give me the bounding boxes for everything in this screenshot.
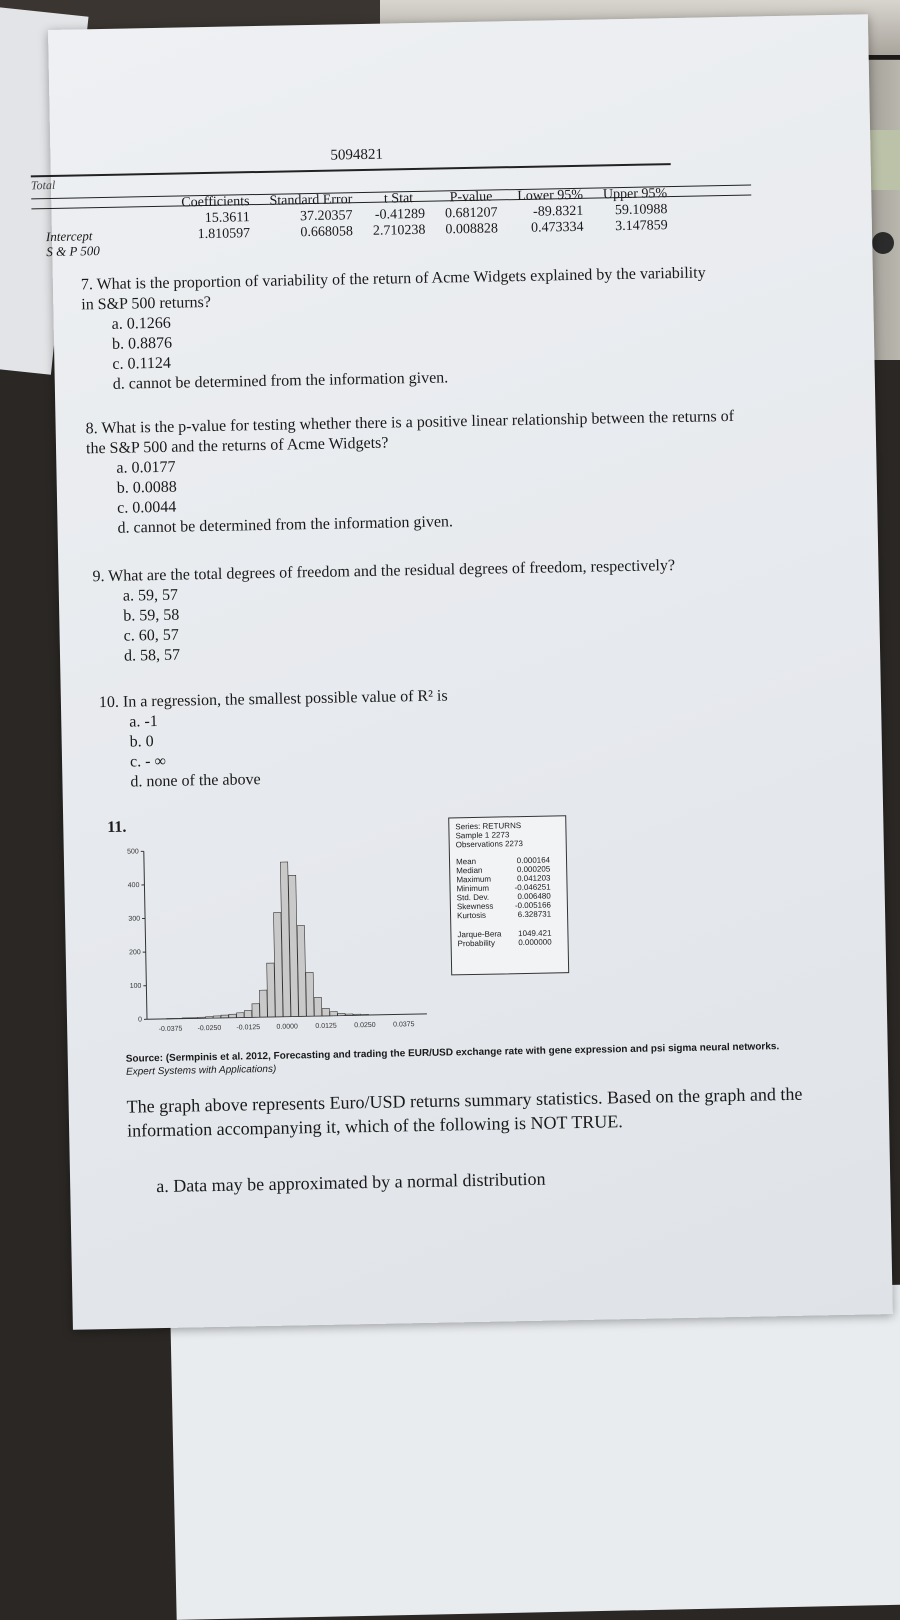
histogram-bar	[361, 1014, 368, 1015]
histogram-bar	[297, 926, 306, 1017]
histogram-bar	[221, 1015, 228, 1018]
table-cell: -89.8321	[507, 204, 593, 222]
histogram-bar	[314, 997, 322, 1016]
question-10	[99, 682, 701, 794]
x-tick-label: -0.0250	[197, 1025, 221, 1032]
answer-option: b. 59, 58	[123, 594, 793, 627]
row-label-sp500: S & P 500	[46, 243, 100, 259]
table-cell: -0.41289	[362, 207, 435, 224]
table-cell: 3.147859	[593, 218, 677, 236]
answer-option: a. 0.0177	[116, 447, 746, 479]
histogram-bar	[322, 1008, 330, 1016]
stats-series: Series: RETURNS	[455, 820, 559, 831]
histogram-bar	[198, 1017, 205, 1018]
histogram-bar	[190, 1018, 197, 1019]
table-cell: 59.10988	[593, 202, 677, 220]
column-header: P-value	[435, 189, 508, 206]
x-tick-label: -0.0125	[236, 1024, 260, 1031]
underlying-sheet	[170, 1285, 900, 1620]
question-title: 8. What is the p-value for testing whether there is a positive linear relationship between the returns of the S&P 500 and the returns of Acme Widgets?	[85, 407, 746, 460]
column-header: t Stat	[362, 191, 435, 208]
stats-table	[456, 856, 552, 949]
answer-option: a. 59, 57	[123, 574, 793, 607]
histogram-bar	[206, 1017, 213, 1018]
stats-value: 0.000000	[516, 937, 552, 947]
stats-value: 0.006480	[515, 892, 551, 902]
y-tick-label: 200	[129, 949, 141, 956]
x-tick-label: 0.0000	[276, 1023, 298, 1030]
question-title: 7. What is the proportion of variability of the return of Acme Widgets explained by the variability in S&P 500 returns?	[81, 263, 722, 315]
stats-value: -0.046251	[514, 883, 550, 893]
table-cell: 2.710238	[363, 223, 436, 240]
answer-option: d. 58, 57	[124, 634, 794, 667]
histogram-bar	[182, 1018, 189, 1019]
histogram-bar	[259, 990, 267, 1017]
column-header: Coefficients	[171, 194, 259, 212]
histogram-bar	[229, 1014, 236, 1018]
answer-option: b. 0	[130, 722, 700, 753]
answer-option: a. Data may be approximated by a normal distribution	[156, 1169, 546, 1197]
stats-label: Kurtosis	[457, 910, 515, 920]
question-title: 9. What are the total degrees of freedom and the residual degrees of freedom, respectively?	[92, 554, 792, 587]
table-top-rule	[31, 163, 671, 177]
histogram-bar	[213, 1016, 220, 1018]
histogram-bar	[345, 1014, 352, 1015]
table-cell: 15.3611	[172, 210, 260, 228]
table-cell: 0.008828	[435, 221, 508, 238]
stats-value: 6.328731	[515, 910, 551, 920]
y-tick-label: 300	[128, 916, 140, 923]
x-tick-label: 0.0125	[315, 1023, 337, 1030]
answer-option: b. 0.0088	[117, 467, 747, 499]
stats-row	[458, 937, 552, 948]
question-title: 10. In a regression, the smallest possible value of R² is	[99, 682, 699, 714]
stats-value: -0.005166	[515, 901, 551, 911]
question-8	[85, 407, 747, 540]
regression-table	[171, 186, 678, 244]
histogram-chart	[104, 838, 428, 1044]
stats-label: Jarque-Bera	[457, 929, 515, 939]
header-number: 5094821	[330, 147, 383, 165]
answer-option: a. 0.1266	[111, 303, 721, 335]
y-tick-label: 500	[127, 848, 139, 855]
x-tick-label: -0.0375	[159, 1026, 183, 1033]
answer-option: a. -1	[129, 702, 699, 733]
column-header: Lower 95%	[507, 188, 593, 206]
histogram-bar	[267, 963, 275, 1017]
stats-value: 0.000205	[514, 865, 550, 875]
histogram-bar	[330, 1012, 337, 1016]
source-line: Source: (Sermpinis et al. 2012, Forecasting and trading the EUR/USD exchange rate with gene expression and psi sigma neural networks.	[126, 1041, 780, 1065]
stats-label: Median	[456, 865, 514, 875]
stats-value: 1049.421	[515, 929, 551, 939]
answer-option: c. 0.1124	[112, 343, 722, 375]
row-label-intercept: Intercept	[46, 228, 93, 244]
source-line: Expert Systems with Applications)	[126, 1064, 276, 1078]
source-citation	[126, 1038, 866, 1078]
answer-option: c. - ∞	[130, 742, 700, 773]
table-cell: 37.20357	[260, 208, 363, 226]
stats-observations: Observations 2273	[456, 838, 560, 849]
histogram-bar	[338, 1013, 345, 1015]
calculator-button	[872, 232, 894, 254]
column-header: Standard Error	[259, 192, 362, 210]
histogram-bar	[237, 1013, 244, 1018]
table-cell: 0.473334	[508, 220, 594, 238]
total-label: Total	[31, 178, 56, 193]
question-11-number: 11.	[107, 819, 126, 837]
stats-label: Mean	[456, 856, 514, 866]
answer-option: d. cannot be determined from the information given.	[117, 507, 747, 539]
y-tick-label: 100	[130, 983, 142, 990]
y-axis	[144, 851, 147, 1019]
question-9	[92, 554, 794, 667]
stats-label: Skewness	[457, 901, 515, 911]
answer-option: b. 0.8876	[112, 323, 722, 355]
histogram-bar	[306, 972, 314, 1016]
stats-label: Probability	[458, 938, 516, 948]
stats-label: Minimum	[456, 883, 514, 893]
x-tick-label: 0.0375	[393, 1021, 415, 1028]
stats-value: 0.000164	[514, 856, 550, 866]
x-tick-label: 0.0250	[354, 1022, 376, 1029]
exam-page	[48, 14, 893, 1330]
histogram-bar	[252, 1004, 260, 1018]
stats-label: Std. Dev.	[457, 892, 515, 902]
stats-label: Maximum	[456, 874, 514, 884]
column-header: Upper 95%	[593, 186, 677, 204]
histogram-bar	[244, 1011, 252, 1018]
y-tick-label: 0	[138, 1016, 142, 1023]
question-11-prompt: The graph above represents Euro/USD returns summary statistics. Based on the graph and the information accompanying it, which of the following is NOT TRUE.	[126, 1080, 867, 1142]
answer-option: c. 0.0044	[117, 487, 747, 519]
question-7	[81, 263, 723, 395]
table-cell: 1.810597	[172, 226, 260, 244]
stats-sample: Sample 1 2273	[455, 829, 559, 840]
table-cell: 0.668058	[260, 224, 363, 242]
stats-box	[448, 815, 569, 975]
answer-option: d. cannot be determined from the information given.	[113, 363, 723, 395]
answer-option: c. 60, 57	[123, 614, 793, 647]
answer-option: d. none of the above	[130, 762, 700, 793]
y-tick-label: 400	[128, 882, 140, 889]
histogram-bar	[353, 1014, 360, 1015]
stats-value: 0.041203	[514, 874, 550, 884]
table-cell: 0.681207	[435, 205, 508, 222]
